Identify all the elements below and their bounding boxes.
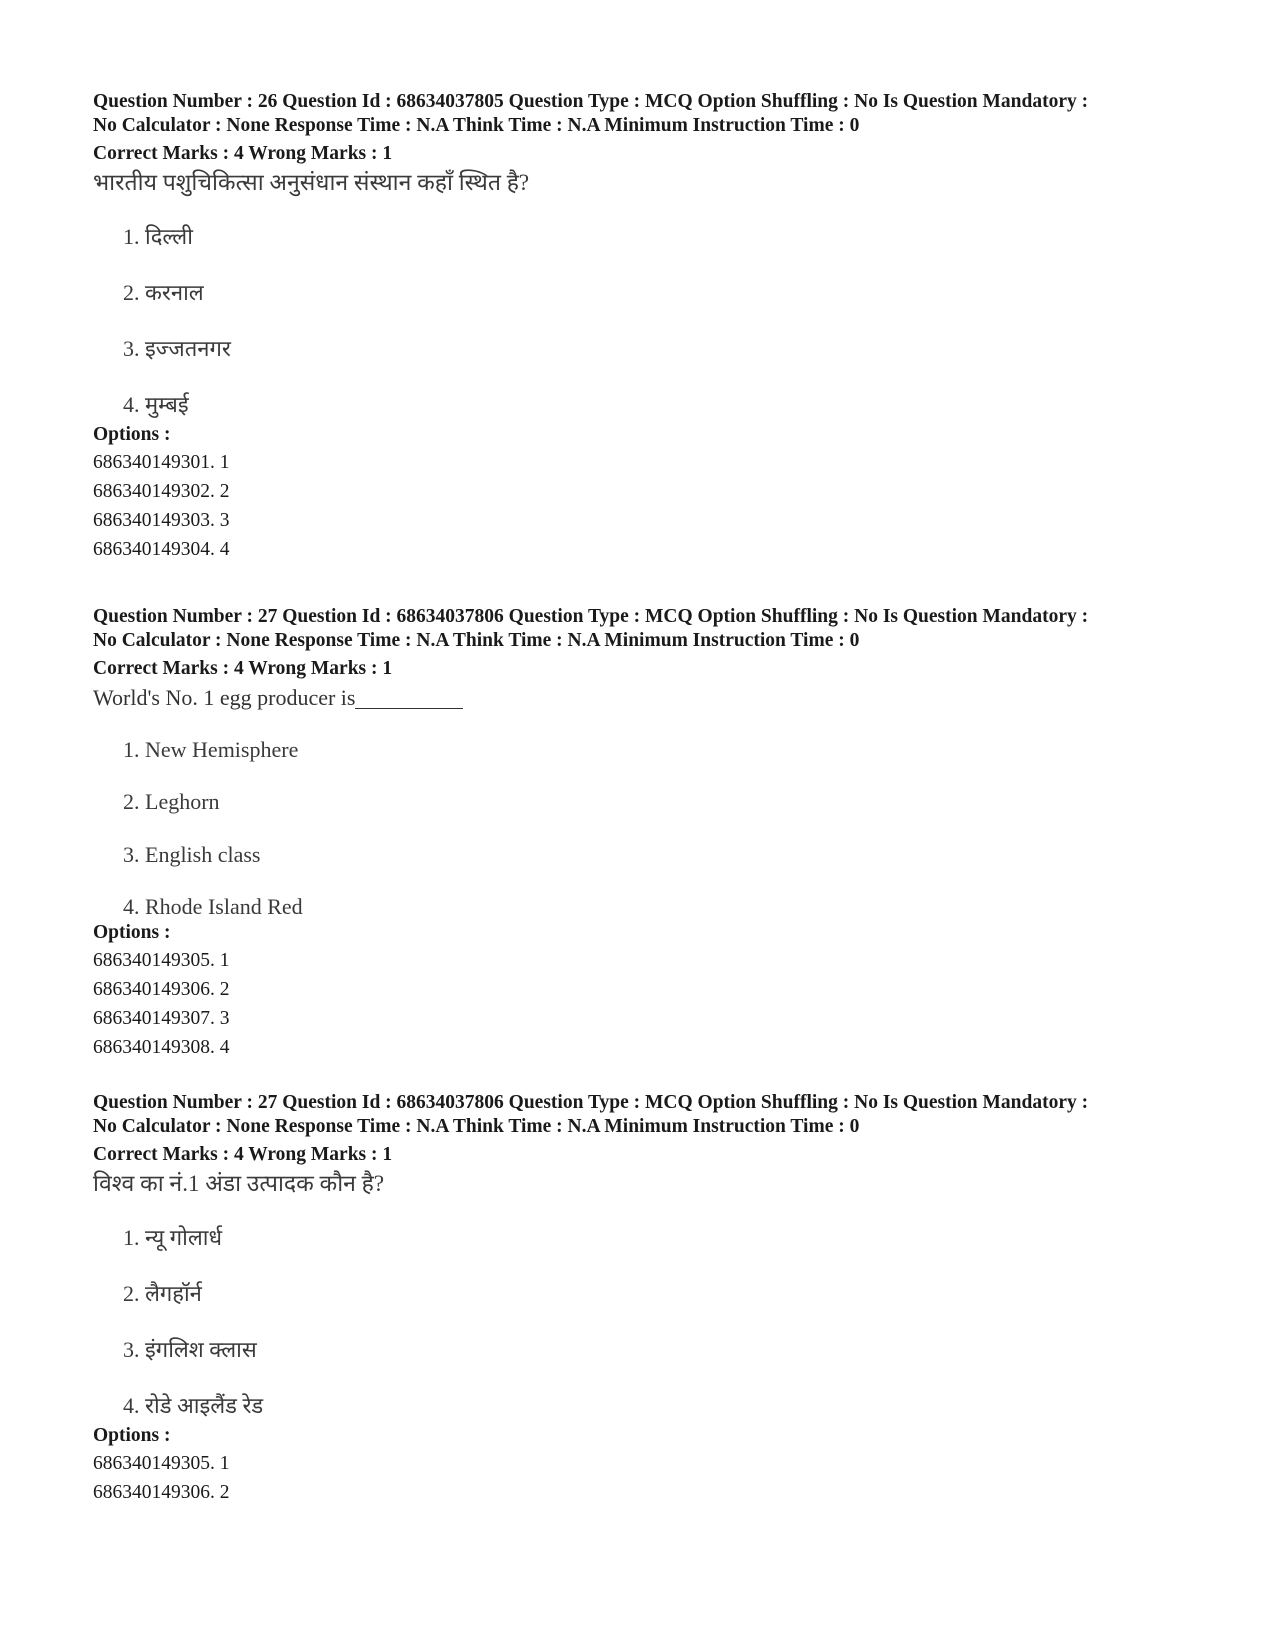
question-meta-line: Question Number : 27 Question Id : 68634037806 Question Type : MCQ Option Shuffling : No Is Question Mandatory :: [93, 606, 1089, 627]
options-label: Options :: [93, 424, 171, 445]
option-row: 686340149307. 3: [93, 1008, 230, 1029]
marks-line: Correct Marks : 4 Wrong Marks : 1: [93, 658, 393, 679]
answer-choice: 1. दिल्ली: [123, 224, 193, 249]
options-label: Options :: [93, 922, 171, 943]
answer-choice: 4. रोडे आइलैंड रेड: [123, 1393, 264, 1418]
question-meta-line: No Calculator : None Response Time : N.A Think Time : N.A Minimum Instruction Time : 0: [93, 630, 860, 651]
option-row: 686340149306. 2: [93, 1482, 230, 1503]
option-row: 686340149305. 1: [93, 1453, 230, 1474]
answer-choice: 2. लैगहॉर्न: [123, 1281, 202, 1306]
option-row: 686340149306. 2: [93, 979, 230, 1000]
answer-choice: 3. इज्जतनगर: [123, 336, 231, 361]
option-row: 686340149303. 3: [93, 510, 230, 531]
question-meta-line: No Calculator : None Response Time : N.A Think Time : N.A Minimum Instruction Time : 0: [93, 1116, 860, 1137]
answer-choice: 1. न्यू गोलार्ध: [123, 1225, 222, 1250]
answer-choice: 4. मुम्बई: [123, 392, 189, 417]
question-block-27-hi: [93, 1091, 1203, 1507]
option-row: 686340149308. 4: [93, 1037, 230, 1058]
question-meta-line: No Calculator : None Response Time : N.A Think Time : N.A Minimum Instruction Time : 0: [93, 115, 860, 136]
marks-line: Correct Marks : 4 Wrong Marks : 1: [93, 1144, 393, 1165]
question-text: भारतीय पशुचिकित्सा अनुसंधान संस्थान कहाँ स्थित है?: [93, 170, 530, 195]
question-block-27-en: [93, 605, 1203, 1062]
question-block-26: [93, 90, 1203, 564]
option-row: 686340149301. 1: [93, 452, 230, 473]
answer-choice: 4. Rhode Island Red: [123, 894, 303, 919]
marks-line: Correct Marks : 4 Wrong Marks : 1: [93, 143, 393, 164]
fill-in-blank-line: [355, 707, 463, 709]
question-text-content: World's No. 1 egg producer is: [93, 685, 356, 710]
answer-choice: 3. इंगलिश क्लास: [123, 1337, 257, 1362]
answer-choice: 1. New Hemisphere: [123, 737, 299, 762]
question-meta-line: Question Number : 27 Question Id : 68634037806 Question Type : MCQ Option Shuffling : No Is Question Mandatory :: [93, 1092, 1089, 1113]
question-meta-line: Question Number : 26 Question Id : 68634037805 Question Type : MCQ Option Shuffling : No Is Question Mandatory :: [93, 91, 1089, 112]
question-text: विश्व का नं.1 अंडा उत्पादक कौन है?: [93, 1171, 385, 1196]
option-row: 686340149305. 1: [93, 950, 230, 971]
answer-choice: 3. English class: [123, 842, 261, 867]
option-row: 686340149304. 4: [93, 539, 230, 560]
question-text: [93, 683, 1203, 713]
answer-choice: 2. Leghorn: [123, 789, 220, 814]
option-row: 686340149302. 2: [93, 481, 230, 502]
options-label: Options :: [93, 1425, 171, 1446]
answer-choice: 2. करनाल: [123, 280, 204, 305]
